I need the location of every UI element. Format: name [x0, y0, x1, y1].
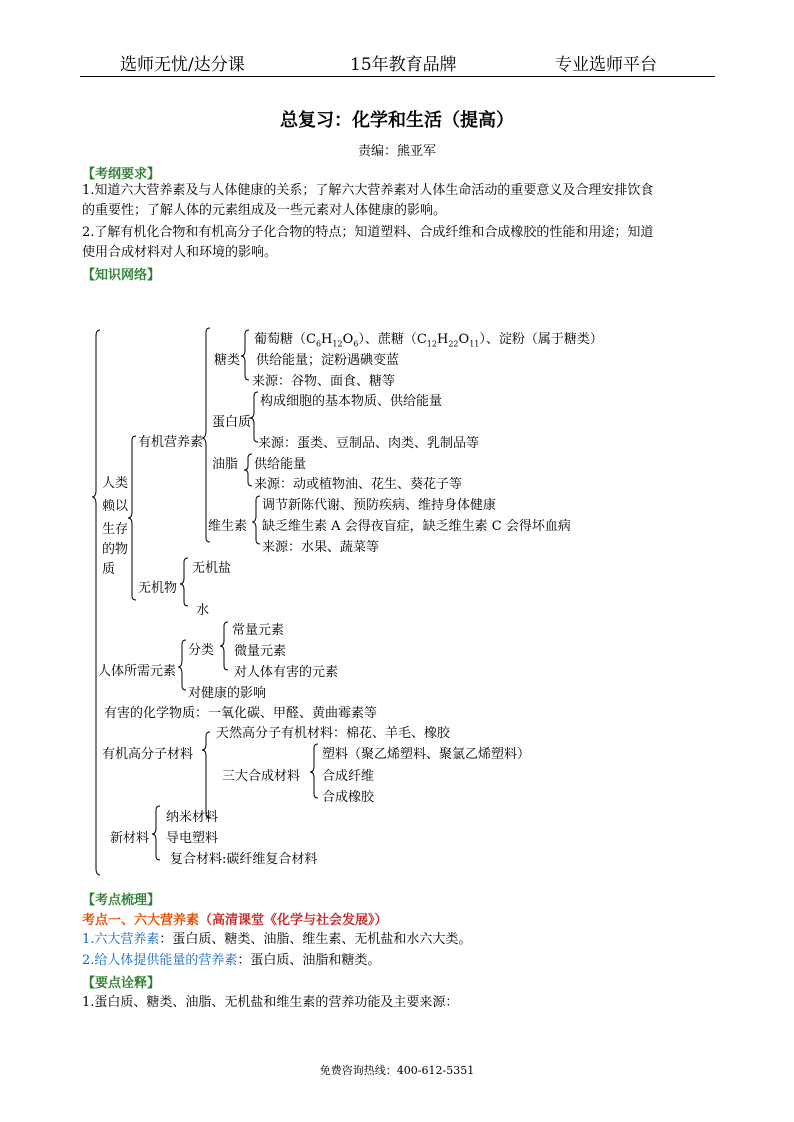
syllabus-p1-line1: 1.知道六大营养素及与人体健康的关系；了解六大营养素对人体生命活动的重要意义及合理安排饮食: [82, 183, 654, 198]
header-center: 15年教育品牌: [350, 55, 457, 75]
tree-vitamin: 维生素: [208, 519, 248, 534]
item1-label: 1.六大营养素: [82, 932, 160, 947]
point1-title: 考点一、六大营养素: [82, 913, 200, 928]
tree-protein-function: 构成细胞的基本物质、供给能量: [260, 394, 443, 409]
tree-classify-major: 常量元素: [232, 623, 285, 638]
brace-vitamin: [252, 496, 260, 544]
tree-natural-polymer: 天然高分子有机材料：棉花、羊毛、橡胶: [216, 726, 451, 741]
tree-organic-nutrients: 有机营养素: [138, 435, 204, 450]
item1-line: [82, 930, 471, 949]
tree-fat: 油脂: [212, 457, 239, 472]
point1-title-line: [82, 909, 388, 928]
tree-new-conductive: 导电塑料: [166, 831, 219, 846]
tree-root-line2: 赖以: [102, 499, 129, 514]
tree-new-materials: 新材料: [110, 831, 150, 846]
brace-substances: [128, 436, 136, 600]
tree-root-line3: 生存: [102, 522, 129, 537]
tree-new-composite: 复合材料:碳纤维复合材料: [170, 852, 318, 867]
brace-protein: [250, 392, 258, 442]
tree-vitamin-source: 来源：水果、蔬菜等: [262, 540, 380, 555]
tree-harmful-substances: 有害的化学物质：一氧化碳、甲醛、黄曲霉素等: [104, 706, 378, 721]
item2-label: 2.给人体提供能量的营养素: [82, 953, 238, 968]
tree-classify-harmful: 对人体有害的元素: [234, 665, 339, 680]
syllabus-heading: 【考纲要求】: [82, 167, 161, 182]
item2-line: [82, 951, 380, 970]
item1-text: ：蛋白质、糖类、油脂、维生素、无机盐和水六大类。: [159, 932, 472, 947]
network-heading: 【知识网络】: [82, 268, 161, 283]
brace-new: [152, 806, 160, 860]
tree-inorganic-salt: 无机盐: [192, 561, 232, 576]
tree-vitamin-deficiency: 缺乏维生素 A 会得夜盲症，缺乏维生素 C 会得坏血病: [262, 519, 571, 534]
tree-classify: 分类: [188, 643, 215, 658]
tree-classify-trace: 微量元素: [234, 644, 287, 659]
tree-inorganic-water: 水: [196, 603, 210, 618]
tree-sugar-source: 来源：谷物、面食、糖等: [252, 374, 396, 389]
tree-fat-source: 来源：动或植物油、花生、葵花子等: [254, 477, 463, 492]
item2-text: ：蛋白质、油脂和糖类。: [237, 953, 381, 968]
brace-synthetic: [310, 744, 318, 798]
point1-link[interactable]: （高清课堂《化学与社会发展》）: [199, 913, 388, 928]
footer-hotline: 免费咨询热线：400-612-5351: [319, 1064, 475, 1077]
tree-synthetic-fiber: 合成纤维: [322, 769, 375, 784]
tree-sugar-function: 供给能量；淀粉遇碘变蓝: [256, 353, 400, 368]
brace-sugar: [241, 330, 249, 380]
tree-health-effect: 对健康的影响: [188, 686, 267, 701]
header-left: 选师无忧/达分课: [120, 55, 245, 75]
tree-protein: 蛋白质: [212, 415, 252, 430]
tree-root-line1: 人类: [102, 476, 129, 491]
brace-organic: [202, 328, 210, 542]
page-title: 总复习：化学和生活（提高）: [280, 110, 514, 131]
tree-root-line4: 的物: [102, 542, 129, 557]
editor-line: 责编：熊亚军: [357, 144, 436, 159]
tree-synthetic-plastic: 塑料（聚乙烯塑料、聚氯乙烯塑料）: [322, 747, 531, 762]
tree-vitamin-function: 调节新陈代谢、预防疾病、维持身体健康: [262, 498, 497, 513]
header-right: 专业选师平台: [555, 55, 657, 75]
tree-sugar-types: 葡萄糖$(C_6H_{12}O_6)$、蔗糖$(C_{12}H_{22}O_{11})$、淀粉（属于糖类）: [254, 332, 603, 349]
tree-new-nano: 纳米材料: [166, 810, 219, 825]
tree-sugar: 糖类: [214, 353, 241, 368]
tree-inorganic: 无机物: [138, 581, 178, 596]
syllabus-p1-line2: 的重要性；了解人体的元素组成及一些元素对人体健康的影响。: [82, 203, 447, 218]
tree-protein-source: 来源：蛋类、豆制品、肉类、乳制品等: [258, 436, 480, 451]
tree-root-line5: 质: [102, 562, 116, 577]
explain-heading: 【要点诠释】: [82, 976, 161, 991]
explain-item1: 1.蛋白质、糖类、油脂、无机盐和维生素的营养功能及主要来源：: [82, 995, 459, 1010]
brace-classify: [220, 622, 228, 670]
brace-elements: [178, 640, 186, 690]
points-heading: 【考点梳理】: [82, 893, 161, 908]
tree-synthetic-rubber: 合成橡胶: [322, 790, 375, 805]
brace-root: [92, 330, 100, 875]
tree-synthetic-three: 三大合成材料: [222, 769, 301, 784]
tree-fat-function: 供给能量: [254, 457, 307, 472]
brace-inorganic: [180, 558, 188, 606]
tree-polymer: 有机高分子材料: [102, 747, 194, 762]
brace-fat: [244, 454, 252, 486]
tree-body-elements: 人体所需元素: [98, 664, 177, 679]
syllabus-p2-line1: 2.了解有机化合物和有机高分子化合物的特点；知道塑料、合成纤维和合成橡胶的性能和用途；知道: [82, 225, 654, 240]
syllabus-p2-line2: 使用合成材料对人和环境的影响。: [82, 245, 278, 260]
